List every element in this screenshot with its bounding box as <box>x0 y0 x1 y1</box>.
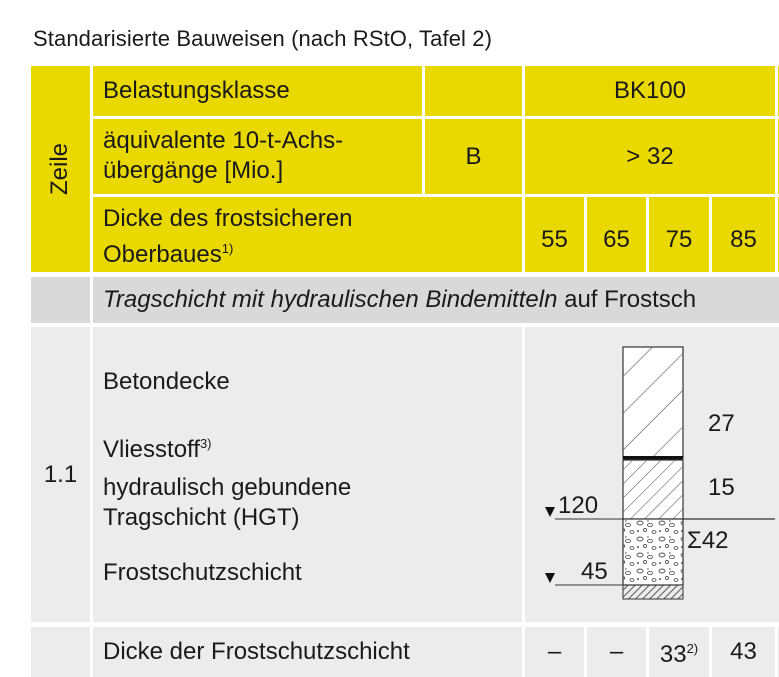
ev-fss-value: 45 <box>581 558 608 585</box>
footer-value-cell-2 <box>587 627 646 677</box>
dicke-label-line1: Dicke des frostsicheren <box>103 205 353 232</box>
dicke-value-cell-3 <box>649 197 709 272</box>
layer-untergrund <box>623 585 683 599</box>
achs-value: > 32 <box>626 142 674 170</box>
section-title-italic: Tragschicht mit hydraulischen Bindemitteln <box>103 286 558 313</box>
thickness-hgt: 15 <box>708 474 735 501</box>
footer-value-4: 43 <box>730 638 757 665</box>
achs-label-line2: übergänge [Mio.] <box>103 157 284 184</box>
ev-fss-marker <box>545 573 555 583</box>
belastungsklasse-value-cell <box>525 66 775 116</box>
zeile-label: Zeile <box>46 142 74 196</box>
dicke-label-line2: Oberbaues <box>103 241 222 268</box>
label-vliesstoff-wrap <box>103 429 212 465</box>
dicke-footnote: 1) <box>221 241 234 256</box>
label-betondecke: Betondecke <box>103 368 230 395</box>
achs-code: B <box>465 142 482 170</box>
section-blank-cell <box>31 277 90 323</box>
dicke-label-cell <box>93 197 522 272</box>
layers-label-cell <box>93 327 522 622</box>
achs-label-line1: äquivalente 10-t-Achs- <box>103 127 344 154</box>
achs-code-cell <box>425 119 522 194</box>
footer-value-cell-3 <box>649 627 709 677</box>
diagram-cell <box>525 327 779 622</box>
footer-value-cell-4 <box>712 627 775 677</box>
row-number-cell <box>31 327 90 622</box>
zeile-header-cell <box>31 66 90 272</box>
ev-hgt-value: 120 <box>558 492 599 519</box>
thickness-sum: Σ42 <box>687 527 729 554</box>
achs-value-cell <box>525 119 775 194</box>
vliesstoff-footnote: 3) <box>199 436 212 451</box>
footer-value-1: – <box>547 638 562 665</box>
footer-value-2: – <box>609 638 624 665</box>
footer-footnote: 2) <box>686 641 699 656</box>
dicke-value-4: 85 <box>730 225 757 253</box>
dicke-value-cell-1 <box>525 197 584 272</box>
dicke-value-1: 55 <box>541 225 568 253</box>
belastungsklasse-label: Belastungsklasse <box>103 77 290 104</box>
dicke-value-cell-2 <box>587 197 646 272</box>
belastungsklasse-value: BK100 <box>613 77 687 104</box>
row-number: 1.1 <box>43 460 78 488</box>
dicke-value-3: 75 <box>665 225 693 253</box>
footer-number-cell <box>31 627 90 677</box>
section-title-cell <box>93 277 779 323</box>
label-frostschutz: Frostschutzschicht <box>103 559 302 586</box>
dicke-value-cell-4 <box>712 197 775 272</box>
ev-hgt-marker <box>545 507 555 517</box>
section-title-rest: auf Frostsch <box>557 286 697 313</box>
page-title: Standarisierte Bauweisen (nach RStO, Tafel 2) <box>33 26 492 51</box>
layer-vliesstoff <box>623 456 683 460</box>
thickness-beton: 27 <box>708 410 735 437</box>
footer-label: Dicke der Frostschutzschicht <box>103 638 410 665</box>
layer-profile-diagram <box>525 327 779 622</box>
footer-value-cell-1 <box>525 627 584 677</box>
footer-value-3: 33 <box>659 641 687 668</box>
achs-label-cell <box>93 119 422 194</box>
label-vliesstoff: Vliesstoff <box>103 436 200 463</box>
footer-label-cell <box>93 627 522 677</box>
belastungsklasse-label-cell <box>93 66 422 116</box>
label-hgt <box>103 473 351 533</box>
belastungsklasse-code-cell <box>425 66 522 116</box>
label-hgt-line1: hydraulisch gebundene <box>103 474 352 501</box>
label-hgt-line2: Tragschicht (HGT) <box>103 504 300 531</box>
dicke-value-2: 65 <box>603 225 630 253</box>
